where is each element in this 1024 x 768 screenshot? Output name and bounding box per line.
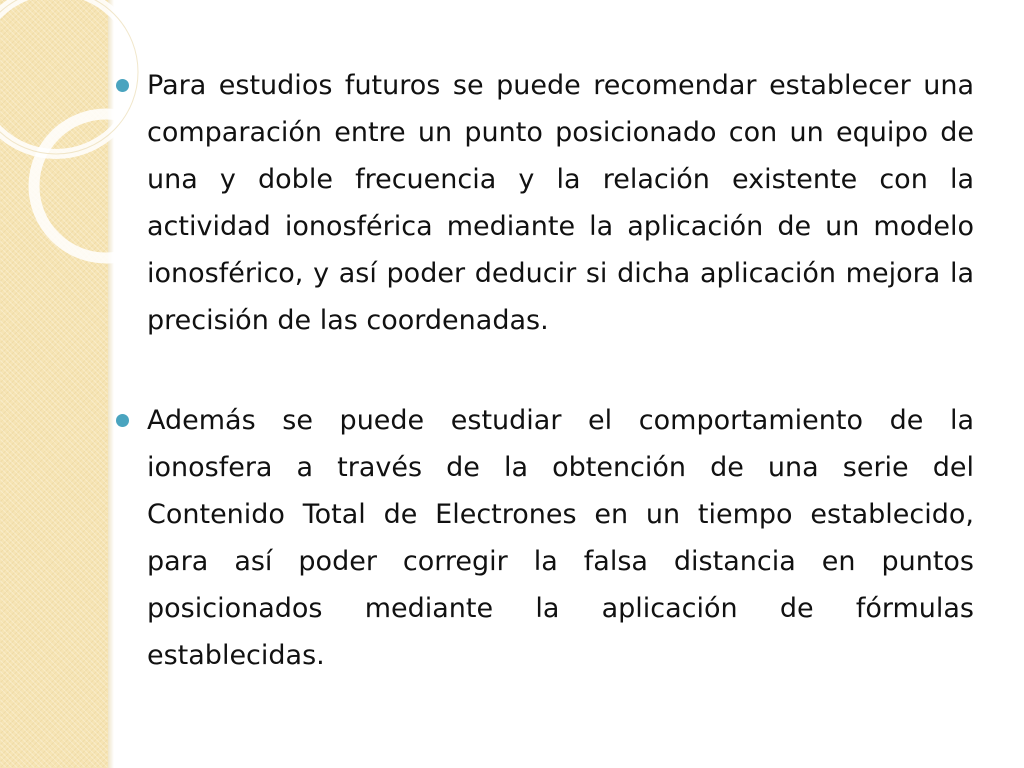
bullet-text: Además se puede estudiar el comportamiento de la ionosfera a través de la obtención de una serie del Contenido Total de Electrones en un tiempo establecido, para así poder corregir la falsa distancia en puntos posicionados mediante la aplicación de fórmulas establecidas. [147,405,974,671]
slide-content [116,62,974,679]
bullet-dot-icon [116,414,129,427]
bullet-text: Para estudios futuros se puede recomendar establecer una comparación entre un punto posicionado con un equipo de una y doble frecuencia y la relación existente con la actividad ionosférica mediante la aplicación de un modelo ionosférico, y así poder deducir si dicha aplicación mejora la precisión de las coordenadas. [147,70,974,336]
bullet-item [116,62,974,344]
bullet-item [116,397,974,679]
bullet-dot-icon [116,79,129,92]
